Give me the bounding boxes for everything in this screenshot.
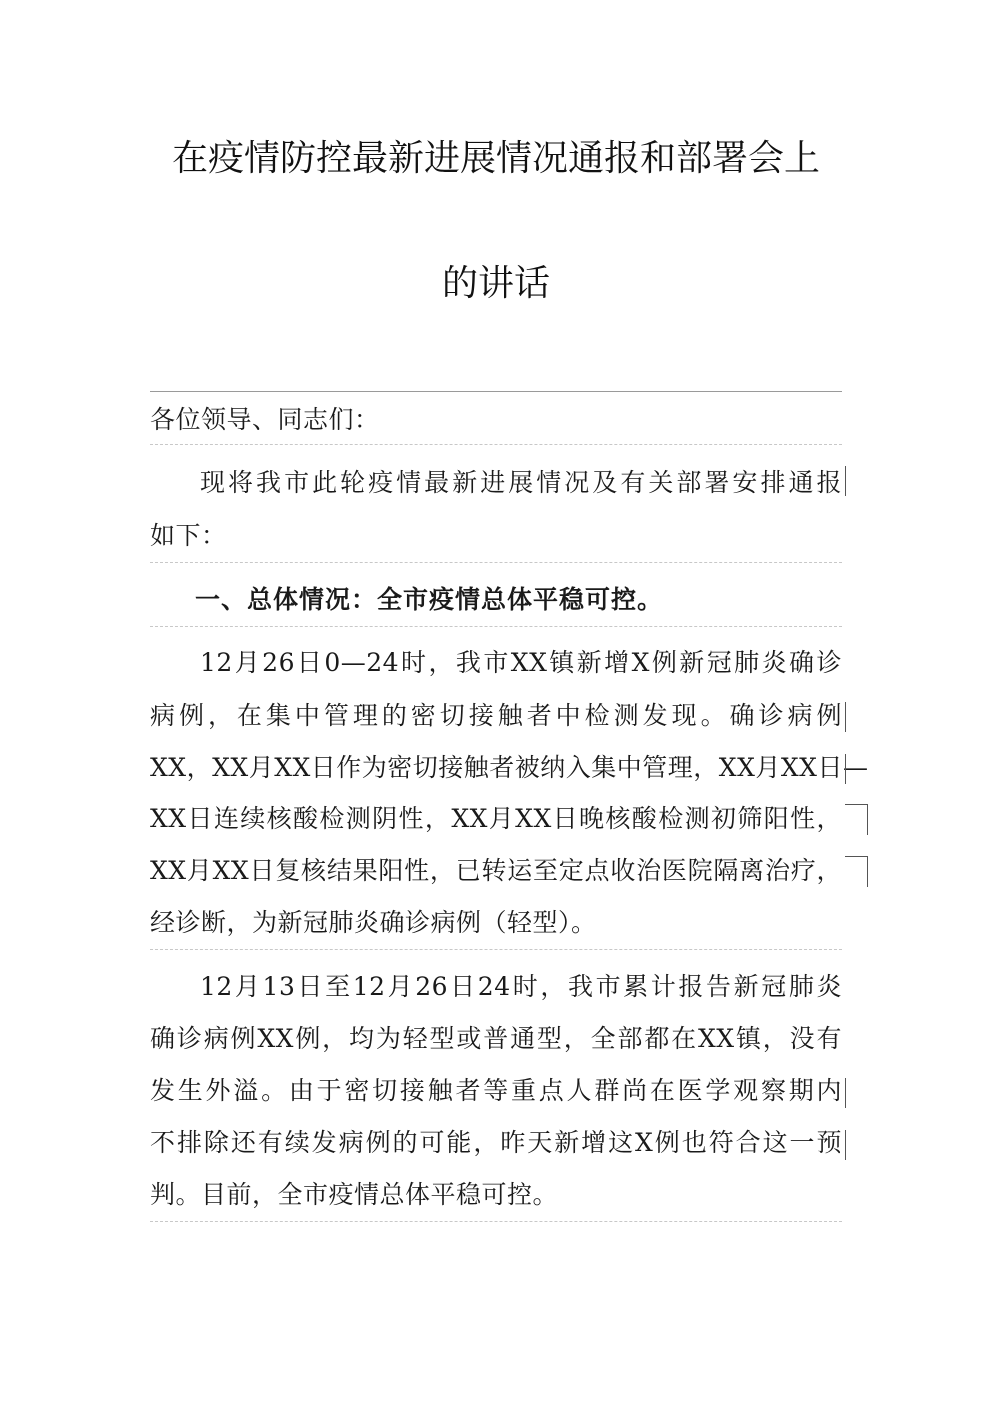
margin-mark <box>845 702 846 732</box>
paragraph2-line: 发生外溢。由于密切接触者等重点人群尚在医学观察期内 <box>150 1076 842 1105</box>
divider <box>150 949 842 950</box>
divider <box>150 1221 842 1222</box>
title-line-1: 在疫情防控最新进展情况通报和部署会上 <box>171 138 820 179</box>
divider <box>150 562 842 563</box>
paragraph2-line: 确诊病例XX例，均为轻型或普通型，全部都在XX镇，没有 <box>150 1024 842 1053</box>
paragraph1-line: XX月XX日复核结果阳性，已转运至定点收治医院隔离治疗， <box>150 856 842 885</box>
paragraph1-line: 12月26日0—24时，我市XX镇新增X例新冠肺炎确诊 <box>200 648 842 677</box>
greeting: 各位领导、同志们： <box>150 405 380 434</box>
margin-corner-mark <box>845 856 868 887</box>
divider <box>150 444 842 445</box>
title-line-2: 的讲话 <box>441 263 550 304</box>
paragraph1-line: XX，XX月XX日作为密切接触者被纳入集中管理，XX月XX日— <box>150 753 869 782</box>
paragraph2-line: 不排除还有续发病例的可能，昨天新增这X例也符合这一预 <box>150 1128 842 1157</box>
margin-mark <box>845 754 846 784</box>
divider-top <box>150 391 842 392</box>
margin-mark <box>845 466 846 496</box>
intro-line: 如下： <box>150 521 227 550</box>
paragraph1-line: 经诊断，为新冠肺炎确诊病例（轻型）。 <box>150 908 597 937</box>
margin-mark <box>845 1130 846 1160</box>
intro-line: 现将我市此轮疫情最新进展情况及有关部署安排通报 <box>200 468 842 497</box>
paragraph1-line: 病例，在集中管理的密切接触者中检测发现。确诊病例 <box>150 701 842 730</box>
margin-mark <box>845 1078 846 1108</box>
divider <box>150 626 842 627</box>
margin-corner-mark <box>845 804 868 835</box>
section-heading: 一、总体情况：全市疫情总体平稳可控。 <box>195 585 664 614</box>
paragraph1-line: XX日连续核酸检测阴性，XX月XX日晚核酸检测初筛阳性， <box>150 804 842 833</box>
paragraph2-line: 判。目前，全市疫情总体平稳可控。 <box>150 1180 559 1209</box>
paragraph2-line: 12月13日至12月26日24时，我市累计报告新冠肺炎 <box>200 972 842 1001</box>
